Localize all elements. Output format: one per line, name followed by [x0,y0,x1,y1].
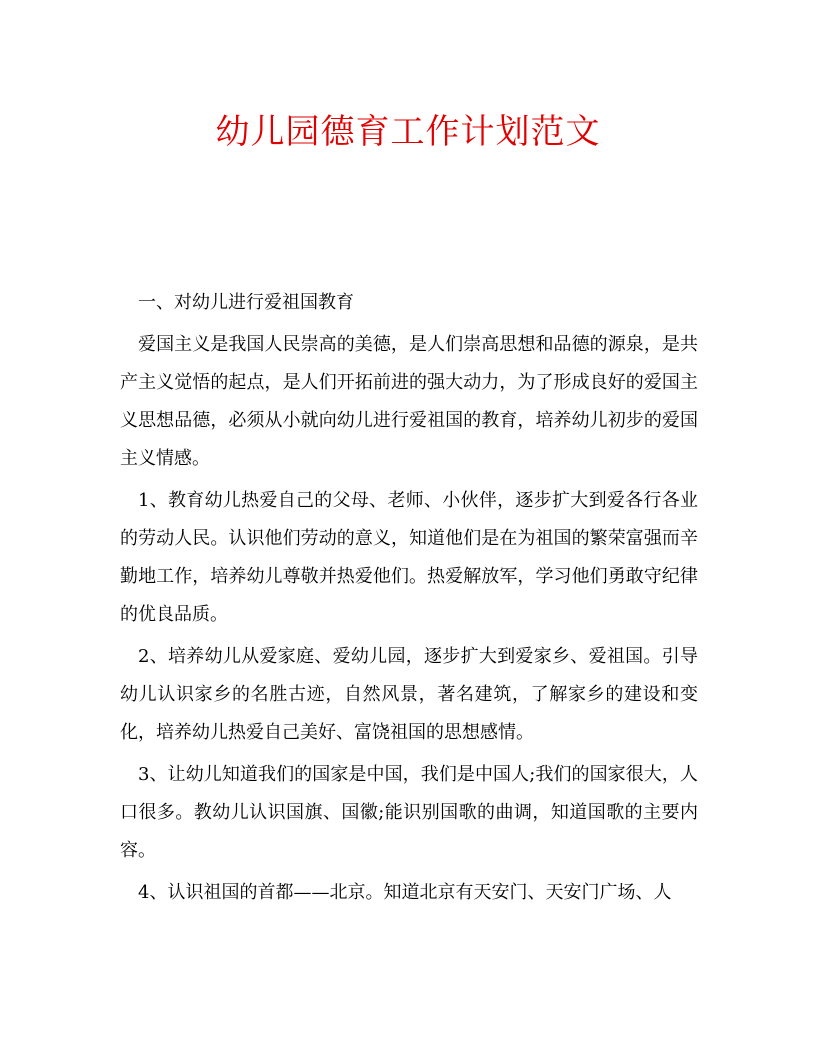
paragraph-item-1: 1、教育幼儿热爱自己的父母、老师、小伙伴，逐步扩大到爱各行各业的劳动人民。认识他们劳动的意义，知道他们是在为祖国的繁荣富强而辛勤地工作，培养幼儿尊敬并热爱他们。热爱解放军，学习他们勇敢守纪律的优良品质。 [120,490,698,625]
section-heading: 一、对幼儿进行爱祖国教育 [138,292,354,313]
document-title: 幼儿园德育工作计划范文 [215,112,601,152]
paragraph-item-3: 3、让幼儿知道我们的国家是中国，我们是中国人;我们的国家很大，人口很多。教幼儿认识国旗、国徽;能识别国歌的曲调，知道国歌的主要内容。 [120,764,698,861]
paragraph-intro: 爱国主义是我国人民崇高的美德，是人们崇高思想和品德的源泉，是共产主义觉悟的起点，是人们开拓前进的强大动力，为了形成良好的爱国主义思想品德，必须从小就向幼儿进行爱祖国的教育，培养幼儿初步的爱国主义情感。 [120,334,698,469]
paragraph-item-4: 4、认识祖国的首都——北京。知道北京有天安门、天安门广场、人 [138,882,672,903]
document-body [120,284,698,916]
paragraph-item-2: 2、培养幼儿从爱家庭、爱幼儿园，逐步扩大到爱家乡、爱祖国。引导幼儿认识家乡的名胜古迹，自然风景，著名建筑，了解家乡的建设和变化，培养幼儿热爱自己美好、富饶祖国的思想感情。 [120,646,698,743]
